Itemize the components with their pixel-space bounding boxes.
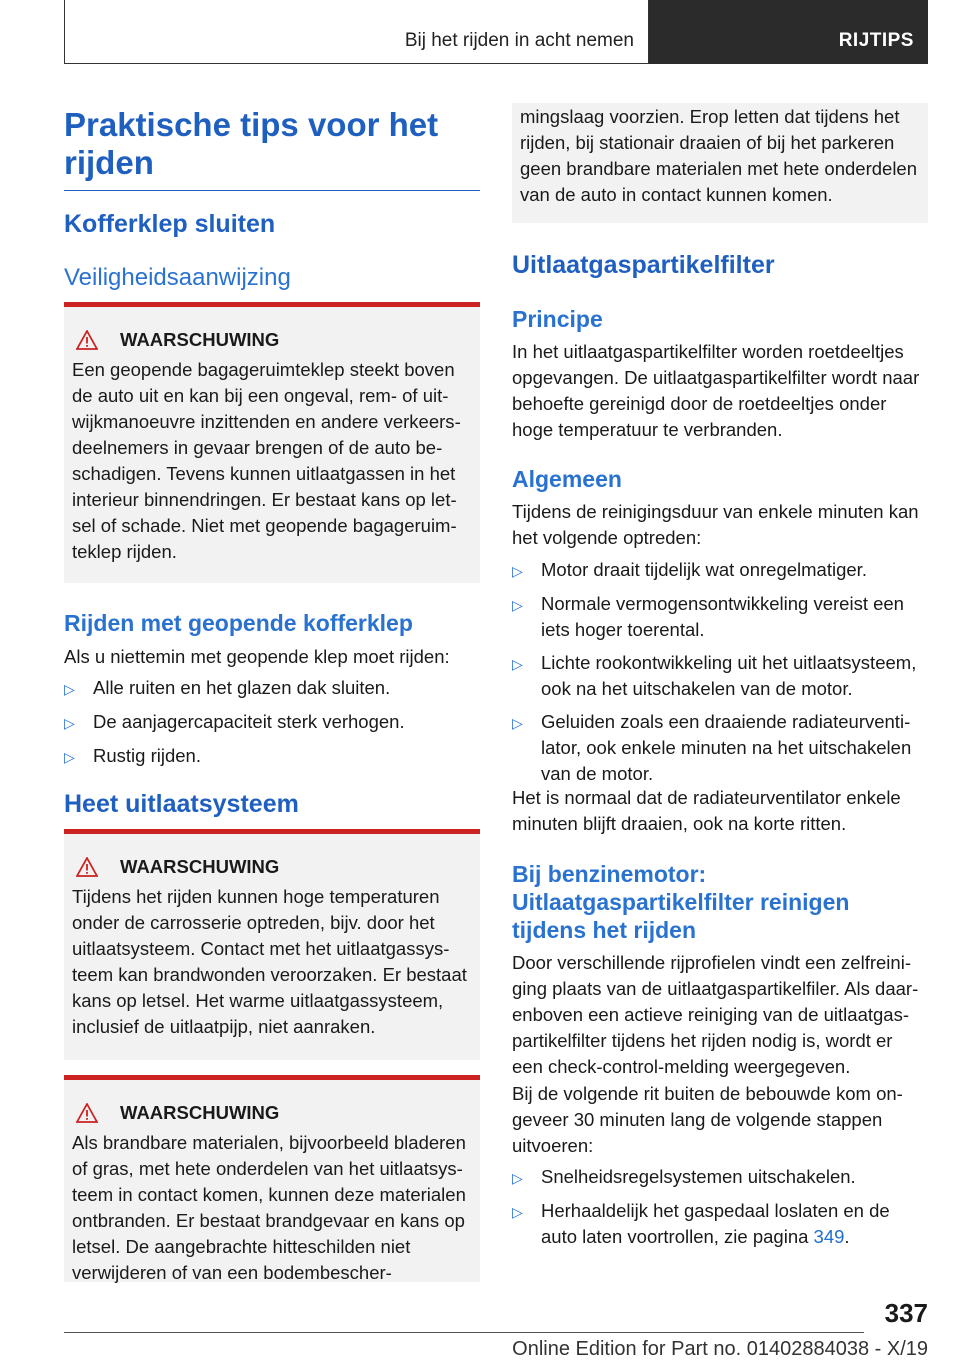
warning-body-continued: mingslaag voorzien. Erop letten dat tijdens het rijden, bij stationair draaien of bij het parkeren geen brandbare materialen met hete onderdelen van de auto in contact kunnen komen.: [520, 106, 918, 205]
warning-title: [72, 856, 472, 878]
page-reference-link[interactable]: 349: [813, 1226, 845, 1247]
petrol-text-2: Bij de volgende rit buiten de bebouwde kom ongeveer 30 minuten lang de volgende stappen uitvoeren:: [512, 1083, 903, 1156]
list-item: ▷ Motor draait tijdelijk wat onregelmatiger.: [512, 557, 928, 584]
warning-title: [72, 329, 472, 351]
triangle-bullet-icon: ▷: [64, 715, 75, 731]
warning-title-text: WAARSCHUWING: [120, 1102, 280, 1123]
warning-body: Als brandbare materialen, bijvoorbeeld bladeren of gras, met hete onderdelen van het uitlaatsysteem in contact komen, kunnen deze materialen ontbranden. Er bestaat brandgevaar en kans op letsel. De aangebrachte hitteschilden niet verwijderen of van een bodembescher-: [72, 1132, 466, 1283]
general-intro: Tijdens de reinigingsduur van enkele minuten kan het volgende optreden:: [512, 501, 919, 548]
heading-general: Algemeen: [512, 466, 622, 492]
triangle-bullet-icon: ▷: [64, 681, 75, 697]
principle-text: In het uitlaatgaspartikelfilter worden roetdeeltjes opgevangen. De uitlaatgaspartikelfilter wordt naar behoefte gereinigd door de roetdeeltjes onder hoge temperatuur te verbranden.: [512, 341, 920, 440]
heading-open-trunk: Rijden met geopende kofferklep: [64, 610, 413, 636]
open-trunk-intro: Als u niettemin met geopende klep moet rijden:: [64, 646, 450, 667]
warning-box-exhaust: [64, 829, 480, 1060]
list-item: ▷ Snelheidsregelsystemen uitschakelen.: [512, 1164, 928, 1191]
heading-exhaust: Heet uitlaatsysteem: [64, 790, 299, 818]
warning-title-text: WAARSCHUWING: [120, 856, 280, 877]
list-item-text: Herhaaldelijk het gaspedaal loslaten en de auto laten voortrollen, zie pagina 349.: [541, 1200, 890, 1247]
warning-box-flammable: [64, 1075, 480, 1282]
header-section-box: [64, 0, 649, 64]
header-chapter-box: [649, 0, 928, 64]
header-section-title: Bij het rijden in acht nemen: [404, 30, 634, 51]
page-header: [64, 0, 928, 64]
warning-title: [72, 1102, 472, 1124]
page-title-block: [64, 106, 480, 191]
heading-petrol-cleaning: Bij benzinemotor: Uitlaatgaspartikelfilter reinigen tijdens het rijden: [512, 861, 850, 943]
triangle-bullet-icon: ▷: [512, 563, 523, 579]
petrol-list: [512, 1164, 928, 1250]
list-item: ▷ Rustig rijden.: [64, 743, 480, 770]
warning-box-trunk: [64, 302, 480, 583]
heading-safety: Veiligheidsaanwijzing: [64, 264, 291, 291]
triangle-bullet-icon: ▷: [64, 749, 75, 765]
warning-title-text: WAARSCHUWING: [120, 329, 280, 350]
open-trunk-list: [64, 675, 480, 770]
warning-body: Tijdens het rijden kunnen hoge temperaturen onder de carrosserie optreden, bijv. door het uitlaatsysteem. Contact met het uitlaatgassysteem kan brandwonden veroorzaken. Er bestaat kans op letsel. Het warme uitlaatgassysteem, inclusief de uitlaatpijp, niet aanraken.: [72, 886, 467, 1037]
heading-trunk: Kofferklep sluiten: [64, 210, 276, 238]
list-item: ▷ Geluiden zoals een draaiende radiateurventilator, ook enkele minuten na het uitschakelen van de motor.: [512, 709, 928, 787]
general-list: [512, 557, 928, 787]
warning-body: Een geopende bagageruimteklep steekt boven de auto uit en kan bij een ongeval, rem- of uitwijkmanoeuvre inzittenden en andere verkeersdeelnemers in gevaar brengen of de auto beschadigen. Tevens kunnen uitlaatgassen in het interieur binnendringen. Er bestaat kans op letsel of schade. Niet met geopende bagageruimteklep rijden.: [72, 359, 461, 562]
heading-principle: Principe: [512, 306, 603, 332]
list-item: ▷ De aanjagercapaciteit sterk verhogen.: [64, 709, 480, 736]
triangle-bullet-icon: ▷: [512, 1170, 523, 1186]
petrol-text-1: Door verschillende rijprofielen vindt een zelfreiniging plaats van de uitlaatgaspartikelfiler. Als daarenboven een actieve reiniging van de uitlaatgaspartikelfilter tijdens het rijden nodig is, wordt er een check-control-melding weergegeven.: [512, 952, 919, 1077]
page-number: 337: [884, 1298, 928, 1328]
general-outro: Het is normaal dat de radiateurventilator enkele minuten blijft draaien, ook na korte ritten.: [512, 787, 901, 834]
list-item: ▷ Alle ruiten en het glazen dak sluiten.: [64, 675, 480, 702]
warning-triangle-icon: [76, 330, 98, 350]
warning-box-continued: [512, 103, 928, 223]
warning-triangle-icon: [76, 857, 98, 877]
list-item: ▷ Normale vermogensontwikkeling vereist een iets hoger toerental.: [512, 591, 928, 643]
footer-divider: [64, 1332, 864, 1333]
header-chapter-title: RIJTIPS: [838, 30, 914, 51]
list-item: ▷ Lichte rookontwikkeling uit het uitlaatsysteem, ook na het uitschakelen van de motor.: [512, 650, 928, 702]
triangle-bullet-icon: ▷: [512, 597, 523, 613]
triangle-bullet-icon: ▷: [512, 656, 523, 672]
warning-triangle-icon: [76, 1103, 98, 1123]
triangle-bullet-icon: ▷: [512, 715, 523, 731]
heading-particle-filter: Uitlaatgaspartikelfilter: [512, 251, 775, 279]
list-item: [512, 1198, 928, 1250]
page-title: Praktische tips voor het rijden: [64, 106, 439, 181]
footer-edition: Online Edition for Part no. 01402884038 - X/19: [512, 1338, 928, 1360]
triangle-bullet-icon: ▷: [512, 1204, 523, 1220]
